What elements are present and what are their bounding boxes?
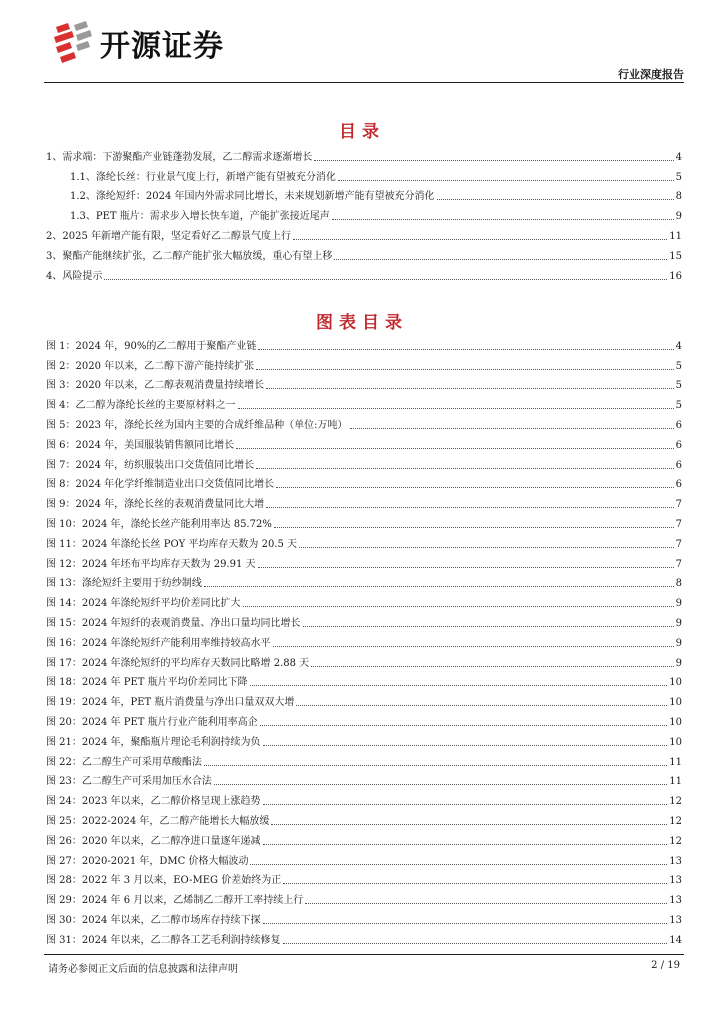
- entry-label: 2024 年 PET 瓶片行业产能利用率高企: [81, 716, 258, 728]
- figure-entry[interactable]: [46, 927, 682, 947]
- entry-page: 10: [669, 697, 682, 709]
- entry-page: 5: [675, 360, 682, 372]
- entry-page: 10: [669, 677, 682, 689]
- entry-page: 6: [675, 419, 682, 431]
- entry-number: 图 13：: [46, 578, 82, 590]
- dot-leader: [104, 279, 667, 280]
- entry-number: 图 5：: [46, 419, 76, 431]
- entry-label: 2024 年，涤纶长丝产能利用率达 85.72%: [81, 518, 272, 530]
- dot-leader: [305, 903, 667, 904]
- entry-number: 图 6：: [46, 439, 76, 451]
- entry-label: 2024 年涤纶短纤产能利用率维持较高水平: [81, 637, 271, 649]
- page-number: 2 / 19: [651, 960, 680, 971]
- figure-entry[interactable]: [46, 412, 682, 432]
- table-of-contents: [46, 144, 682, 283]
- entry-label: 风险提示: [62, 270, 103, 282]
- entry-number: 1.3、: [70, 211, 96, 223]
- dot-leader: [258, 349, 673, 350]
- dot-leader: [236, 448, 673, 449]
- entry-page: 10: [669, 716, 682, 728]
- entry-label: 涤纶短纤主要用于纺纱制线: [81, 578, 202, 590]
- dot-leader: [263, 804, 668, 805]
- figure-entry[interactable]: [46, 630, 682, 650]
- figure-entry[interactable]: [46, 887, 682, 907]
- entry-label: 2024 年，聚酯瓶片理论毛利润持续为负: [81, 736, 261, 748]
- dot-leader: [204, 765, 667, 766]
- entry-label: 2024 年，纺织服装出口交货值同比增长: [75, 459, 255, 471]
- entry-number: 图 16：: [46, 637, 82, 649]
- dot-leader: [311, 666, 673, 667]
- figure-entry[interactable]: [46, 689, 682, 709]
- entry-number: 图 2：: [46, 360, 76, 372]
- entry-number: 图 8：: [46, 479, 76, 491]
- dot-leader: [299, 547, 674, 548]
- entry-label: 2020 年以来，乙二醇净进口量逐年递减: [81, 835, 261, 847]
- entry-label: 2024 年坯布平均库存天数为 29.91 天: [81, 558, 256, 570]
- figure-entry[interactable]: [46, 392, 682, 412]
- figure-entry[interactable]: [46, 551, 682, 571]
- dot-leader: [338, 180, 674, 181]
- entry-number: 图 18：: [46, 677, 82, 689]
- entry-number: 图 29：: [46, 895, 82, 907]
- entry-number: 图 30：: [46, 914, 82, 926]
- entry-number: 图 4：: [46, 400, 76, 412]
- entry-number: 图 9：: [46, 499, 76, 511]
- entry-label: 2023 年以来，乙二醇价格呈现上涨趋势: [81, 796, 261, 808]
- dot-leader: [238, 408, 674, 409]
- entry-number: 图 11：: [46, 538, 82, 550]
- entry-page: 6: [675, 439, 682, 451]
- figure-entry[interactable]: [46, 511, 682, 531]
- figure-entry[interactable]: [46, 610, 682, 630]
- entry-number: 图 24：: [46, 796, 82, 808]
- entry-label: 2023 年，涤纶长丝为国内主要的合成纤维品种（单位:万吨）: [75, 419, 348, 431]
- toc-title: 目录: [339, 122, 385, 142]
- entry-label: PET 瓶片：需求步入增长快车道，产能扩张接近尾声: [95, 211, 330, 223]
- entry-number: 图 17：: [46, 657, 82, 669]
- entry-label: 2024 年，涤纶长丝的表观消费量同比大增: [75, 499, 265, 511]
- company-logo: [52, 20, 224, 66]
- figure-entry[interactable]: [46, 828, 682, 848]
- entry-page: 7: [675, 538, 682, 550]
- entry-page: 9: [675, 598, 682, 610]
- dot-leader: [263, 923, 668, 924]
- entry-page: 9: [675, 637, 682, 649]
- dot-leader: [350, 428, 674, 429]
- dot-leader: [260, 725, 668, 726]
- figure-entry[interactable]: [46, 472, 682, 492]
- toc-entry[interactable]: [46, 243, 682, 263]
- entry-label: 2024 年，PET 瓶片消费量与净出口量双双大增: [81, 697, 295, 709]
- dot-leader: [314, 160, 673, 161]
- dot-leader: [204, 586, 674, 587]
- toc-entry[interactable]: [46, 144, 682, 164]
- entry-number: 图 3：: [46, 380, 76, 392]
- figure-entry[interactable]: [46, 491, 682, 511]
- figure-entry[interactable]: [46, 650, 682, 670]
- entry-page: 10: [669, 736, 682, 748]
- dot-leader: [303, 626, 674, 627]
- footer-divider: [44, 954, 684, 955]
- entry-page: 4: [675, 340, 682, 352]
- report-type-label: 行业深度报告: [618, 68, 684, 81]
- dot-leader: [214, 784, 667, 785]
- entry-page: 4: [675, 151, 682, 163]
- entry-page: 7: [675, 558, 682, 570]
- figure-entry[interactable]: [46, 670, 682, 690]
- entry-page: 5: [675, 400, 682, 412]
- entry-page: 6: [675, 479, 682, 491]
- entry-label: 需求端：下游聚酯产业链蓬勃发展，乙二醇需求逐渐增长: [62, 151, 313, 163]
- entry-page: 12: [669, 815, 682, 827]
- company-name: 开源证券: [100, 29, 224, 64]
- entry-label: 2024 年 6 月以来，乙烯制乙二醇开工率持续上行: [81, 895, 304, 907]
- entry-label: 2024 年，90%的乙二醇用于聚酯产业链: [75, 340, 257, 352]
- dot-leader: [283, 883, 667, 884]
- dot-leader: [243, 606, 674, 607]
- entry-label: 2024 年涤纶短纤平均价差同比扩大: [81, 598, 241, 610]
- toc-entry[interactable]: [46, 184, 682, 204]
- entry-page: 11: [669, 230, 682, 242]
- dot-leader: [258, 567, 674, 568]
- entry-number: 图 12：: [46, 558, 82, 570]
- entry-number: 图 19：: [46, 697, 82, 709]
- entry-label: 涤纶短纤：2024 年国内外需求同比增长，未来规划新增产能有望被充分消化: [95, 191, 435, 203]
- entry-label: 2022-2024 年，乙二醇产能增长大幅放缓: [81, 815, 270, 827]
- dot-leader: [283, 943, 668, 944]
- entry-label: 乙二醇生产可采用草酸酯法: [81, 756, 202, 768]
- entry-label: 2024 年，美国服装销售额同比增长: [75, 439, 235, 451]
- entry-page: 11: [669, 756, 682, 768]
- dot-leader: [250, 685, 668, 686]
- figure-entry[interactable]: [46, 531, 682, 551]
- figure-entry[interactable]: [46, 729, 682, 749]
- entry-label: 2024 年涤纶短纤的平均库存天数同比略增 2.88 天: [81, 657, 310, 669]
- dot-leader: [293, 239, 667, 240]
- figure-entry[interactable]: [46, 709, 682, 729]
- footer-disclaimer: 请务必参阅正文后面的信息披露和法律声明: [48, 964, 238, 975]
- entry-number: 图 14：: [46, 598, 82, 610]
- entry-page: 14: [669, 934, 682, 946]
- figure-entry[interactable]: [46, 452, 682, 472]
- figure-entry[interactable]: [46, 868, 682, 888]
- toc-entry[interactable]: [46, 263, 682, 283]
- entry-page: 13: [669, 895, 682, 907]
- dot-leader: [266, 507, 673, 508]
- figure-entry[interactable]: [46, 432, 682, 452]
- entry-page: 5: [675, 171, 682, 183]
- entry-number: 图 26：: [46, 835, 82, 847]
- entry-page: 13: [669, 875, 682, 887]
- entry-number: 图 28：: [46, 875, 82, 887]
- figure-list: [46, 333, 682, 947]
- logo-mark-icon: [52, 21, 94, 65]
- entry-label: 2024 年以来，乙二醇各工艺毛利润持续修复: [81, 934, 281, 946]
- entry-label: 2024 年 PET 瓶片平均价差同比下降: [81, 677, 248, 689]
- dot-leader: [332, 219, 674, 220]
- entry-label: 2025 年新增产能有限，坚定看好乙二醇景气度上行: [62, 230, 292, 242]
- entry-page: 7: [675, 518, 682, 530]
- figure-entry[interactable]: [46, 848, 682, 868]
- figure-entry[interactable]: [46, 571, 682, 591]
- dot-leader: [296, 705, 667, 706]
- entry-label: 乙二醇生产可采用加压水合法: [81, 776, 212, 788]
- dot-leader: [266, 388, 673, 389]
- entry-number: 图 21：: [46, 736, 82, 748]
- entry-page: 8: [675, 578, 682, 590]
- dot-leader: [334, 259, 667, 260]
- dot-leader: [437, 199, 674, 200]
- entry-number: 图 1：: [46, 340, 76, 352]
- figures-title: 图表目录: [316, 313, 408, 333]
- toc-entry[interactable]: [46, 164, 682, 184]
- dot-leader: [274, 527, 674, 528]
- entry-page: 13: [669, 855, 682, 867]
- entry-page: 13: [669, 914, 682, 926]
- page-header: [44, 16, 684, 86]
- figure-entry[interactable]: [46, 749, 682, 769]
- entry-number: 1.2、: [70, 191, 96, 203]
- entry-page: 9: [675, 211, 682, 223]
- entry-label: 2020 年以来，乙二醇下游产能持续扩张: [75, 360, 255, 372]
- figure-entry[interactable]: [46, 353, 682, 373]
- toc-entry[interactable]: [46, 223, 682, 243]
- entry-number: 3、: [46, 250, 63, 262]
- entry-number: 图 10：: [46, 518, 82, 530]
- entry-number: 图 7：: [46, 459, 76, 471]
- figure-entry[interactable]: [46, 769, 682, 789]
- entry-label: 2024 年化学纤维制造业出口交货值同比增长: [75, 479, 275, 491]
- entry-label: 2024 年短纤的表观消费量、净出口量均同比增长: [81, 617, 301, 629]
- entry-number: 图 31：: [46, 934, 82, 946]
- figure-entry[interactable]: [46, 333, 682, 353]
- dot-leader: [263, 844, 668, 845]
- entry-number: 图 23：: [46, 776, 82, 788]
- entry-page: 12: [669, 835, 682, 847]
- dot-leader: [256, 468, 673, 469]
- figure-entry[interactable]: [46, 907, 682, 927]
- entry-label: 2024 年以来，乙二醇市场库存持续下探: [81, 914, 261, 926]
- entry-page: 7: [675, 499, 682, 511]
- entry-page: 8: [675, 191, 682, 203]
- entry-page: 9: [675, 657, 682, 669]
- entry-label: 2024 年涤纶长丝 POY 平均库存天数为 20.5 天: [81, 538, 298, 550]
- entry-number: 2、: [46, 230, 63, 242]
- dot-leader: [256, 369, 673, 370]
- figure-entry[interactable]: [46, 788, 682, 808]
- entry-label: 2020-2021 年，DMC 价格大幅波动: [81, 855, 249, 867]
- entry-label: 乙二醇为涤纶长丝的主要原材料之一: [75, 400, 236, 412]
- toc-entry[interactable]: [46, 203, 682, 223]
- header-divider: [44, 82, 684, 83]
- entry-number: 图 27：: [46, 855, 82, 867]
- dot-leader: [263, 745, 668, 746]
- dot-leader: [250, 864, 667, 865]
- entry-page: 12: [669, 796, 682, 808]
- dot-leader: [273, 646, 674, 647]
- entry-number: 1.1、: [70, 171, 96, 183]
- entry-label: 2020 年以来，乙二醇表观消费量持续增长: [75, 380, 265, 392]
- entry-number: 图 15：: [46, 617, 82, 629]
- entry-page: 6: [675, 459, 682, 471]
- entry-page: 16: [669, 270, 682, 282]
- entry-number: 图 22：: [46, 756, 82, 768]
- entry-number: 图 20：: [46, 716, 82, 728]
- entry-page: 15: [669, 250, 682, 262]
- entry-page: 5: [675, 380, 682, 392]
- entry-page: 11: [669, 776, 682, 788]
- entry-label: 聚酯产能继续扩张，乙二醇产能扩张大幅放缓，重心有望上移: [62, 250, 333, 262]
- dot-leader: [276, 487, 673, 488]
- entry-number: 1、: [46, 151, 63, 163]
- figure-entry[interactable]: [46, 808, 682, 828]
- entry-number: 4、: [46, 270, 63, 282]
- entry-label: 2022 年 3 月以来，EO-MEG 价差始终为正: [81, 875, 282, 887]
- entry-label: 涤纶长丝：行业景气度上行，新增产能有望被充分消化: [95, 171, 336, 183]
- figure-entry[interactable]: [46, 590, 682, 610]
- figure-entry[interactable]: [46, 373, 682, 393]
- entry-number: 图 25：: [46, 815, 82, 827]
- entry-page: 9: [675, 617, 682, 629]
- dot-leader: [271, 824, 667, 825]
